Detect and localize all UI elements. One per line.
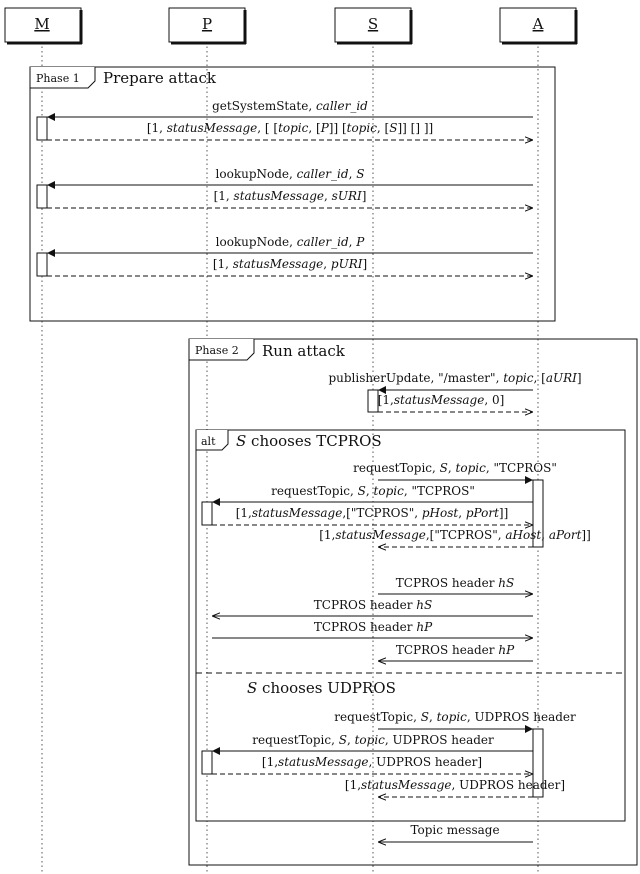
msg-m7-part-4: ] <box>576 371 582 385</box>
participant-label-m: M <box>34 15 50 33</box>
msg-m6 <box>213 257 367 271</box>
msg-m13 <box>396 576 514 590</box>
msg-m10-part-2: , <box>365 484 374 498</box>
alt-tag: alt <box>201 435 216 448</box>
participant-label-a: A <box>532 15 544 33</box>
msg-m17 <box>334 710 576 724</box>
msg-m6-part-2: , <box>323 257 331 271</box>
msg-m9-part-3: topic <box>455 461 486 475</box>
alt-title-rest: chooses TCPROS <box>246 432 382 450</box>
msg-m14-part-1: hS <box>416 598 433 612</box>
msg-m17-part-4: , UDPROS header <box>466 710 576 724</box>
msg-m7-part-3: aURI <box>545 371 577 385</box>
msg-m18-part-3: topic <box>354 733 385 747</box>
message-labels <box>147 99 591 837</box>
msg-m4-part-3: sURI <box>331 189 362 203</box>
msg-m14 <box>314 598 432 612</box>
msg-m11-part-0: [1, <box>235 506 252 520</box>
msg-m16-part-1: hP <box>498 643 515 657</box>
msg-m2 <box>147 121 433 135</box>
msg-m2-part-2: , [ [ <box>257 121 279 135</box>
msg-m2-part-9: S <box>389 121 398 135</box>
msg-m2-part-10: ]] [] ]] <box>397 121 434 135</box>
msg-m21 <box>410 823 499 837</box>
msg-m11-part-1: statusMessage <box>251 506 343 520</box>
msg-m19-part-2: , UDPROS header] <box>368 755 483 769</box>
msg-m5-part-2: , <box>348 235 357 249</box>
msg-m3-part-2: , <box>348 167 357 181</box>
msg-m12-part-1: statusMessage <box>335 528 426 542</box>
activation-m-3 <box>37 253 47 276</box>
msg-m19 <box>262 755 482 769</box>
activation-m-2 <box>37 185 47 208</box>
msg-m16-part-0: TCPROS header <box>395 643 499 657</box>
msg-m5-part-1: caller_id <box>296 235 349 249</box>
alt-else-rest: chooses UDPROS <box>257 679 396 697</box>
msg-m15 <box>314 620 433 634</box>
msg-m6-part-0: [1, <box>212 257 233 271</box>
msg-m10-part-0: requestTopic, <box>271 484 358 498</box>
msg-m3-part-1: caller_id <box>296 167 349 181</box>
msg-m7 <box>328 371 581 385</box>
phase2-tag: Phase 2 <box>195 344 239 357</box>
msg-m18-part-0: requestTopic, <box>252 733 339 747</box>
msg-m3 <box>216 167 365 181</box>
msg-m17-part-1: S <box>420 710 429 724</box>
msg-m19-part-0: [1, <box>261 755 279 769</box>
msg-m20-part-1: statusMessage <box>361 778 452 792</box>
msg-m21-part-0: Topic message <box>410 823 500 837</box>
activation-p-2 <box>202 751 212 774</box>
msg-m4-part-0: [1, <box>213 189 234 203</box>
msg-m2-part-1: statusMessage <box>166 121 258 135</box>
msg-m15-part-0: TCPROS header <box>313 620 417 634</box>
alt-else-var: S <box>247 679 258 697</box>
msg-m2-part-0: [1, <box>146 121 167 135</box>
msg-m16 <box>396 643 515 657</box>
msg-m1-part-0: getSystemState, <box>212 99 316 113</box>
msg-m20 <box>345 778 565 792</box>
msg-m12-part-5: aPort <box>548 528 582 542</box>
phase1-title: Prepare attack <box>103 69 216 87</box>
msg-m10-part-3: topic <box>373 484 404 498</box>
msg-m18-part-2: , <box>346 733 355 747</box>
msg-m10-part-4: , "TCPROS" <box>403 484 475 498</box>
msg-m12-part-6: ]] <box>581 528 591 542</box>
phase1-tag: Phase 1 <box>36 72 80 85</box>
msg-m12-part-0: [1, <box>319 528 336 542</box>
msg-m2-part-4: , [ <box>308 121 321 135</box>
alt-title-var: S <box>236 432 247 450</box>
activation-m-1 <box>37 117 47 140</box>
msg-m6-part-4: ] <box>362 257 368 271</box>
msg-m11 <box>236 506 509 520</box>
msg-m4-part-1: statusMessage <box>233 189 325 203</box>
msg-m2-part-5: P <box>320 121 329 135</box>
msg-m12-part-4: , <box>541 528 549 542</box>
msg-m8-part-2: , 0] <box>484 393 505 407</box>
msg-m2-part-3: topic <box>278 121 309 135</box>
participant-p <box>169 8 246 44</box>
msg-m17-part-0: requestTopic, <box>334 710 421 724</box>
msg-m7-part-1: topic <box>503 371 534 385</box>
msg-m3-part-3: S <box>356 167 365 181</box>
msg-m13-part-0: TCPROS header <box>395 576 499 590</box>
msg-m12-part-3: aHost <box>505 528 542 542</box>
participant-a <box>500 8 577 44</box>
msg-m5-part-0: lookupNode, <box>215 235 297 249</box>
phase2-title: Run attack <box>262 342 345 360</box>
msg-m4 <box>214 189 367 203</box>
msg-m7-part-2: , [ <box>533 371 546 385</box>
msg-m4-part-2: , <box>324 189 332 203</box>
msg-m1-part-1: caller_id <box>315 99 368 113</box>
msg-m11-part-6: ]] <box>498 506 509 520</box>
msg-m18-part-4: , UDPROS header <box>384 733 494 747</box>
msg-m11-part-2: ,["TCPROS", <box>342 506 422 520</box>
msg-m1 <box>212 99 368 113</box>
msg-m10 <box>271 484 475 498</box>
msg-m9-part-0: requestTopic, <box>353 461 440 475</box>
alt-else-title <box>247 679 396 697</box>
participant-s <box>335 8 412 44</box>
participant-m <box>5 8 82 44</box>
msg-m10-part-1: S <box>357 484 366 498</box>
participant-label-s: S <box>367 15 379 33</box>
msg-m5-part-3: P <box>356 235 365 249</box>
msg-m8-part-1: statusMessage <box>393 393 485 407</box>
msg-m6-part-3: pURI <box>330 257 363 271</box>
msg-m8 <box>378 393 505 407</box>
activation-s-1 <box>368 390 378 412</box>
msg-m2-part-6: ]] [ <box>328 121 347 135</box>
msg-m5 <box>216 235 366 249</box>
msg-m13-part-1: hS <box>498 576 515 590</box>
activation-p-1 <box>202 502 212 525</box>
msg-m18 <box>252 733 494 747</box>
participant-label-p: P <box>201 15 213 33</box>
msg-m4-part-4: ] <box>361 189 367 203</box>
msg-m15-part-1: hP <box>416 620 433 634</box>
msg-m9-part-2: , <box>447 461 456 475</box>
msg-m14-part-0: TCPROS header <box>313 598 417 612</box>
msg-m11-part-4: , <box>458 506 466 520</box>
msg-m17-part-2: , <box>428 710 437 724</box>
msg-m11-part-5: pPort <box>465 506 499 520</box>
msg-m12-part-2: ,["TCPROS", <box>425 528 506 542</box>
alt-title <box>236 432 382 450</box>
msg-m3-part-0: lookupNode, <box>215 167 297 181</box>
msg-m20-part-2: , UDPROS header] <box>451 778 566 792</box>
msg-m7-part-0: publisherUpdate, "/master", <box>328 371 504 385</box>
msg-m9 <box>353 461 557 475</box>
msg-m2-part-7: topic <box>346 121 377 135</box>
msg-m9-part-1: S <box>439 461 448 475</box>
msg-m9-part-4: , "TCPROS" <box>485 461 557 475</box>
msg-m17-part-3: topic <box>436 710 467 724</box>
msg-m11-part-3: pHost <box>421 506 459 520</box>
msg-m12 <box>319 528 591 542</box>
msg-m20-part-0: [1, <box>344 778 362 792</box>
msg-m18-part-1: S <box>338 733 347 747</box>
msg-m6-part-1: statusMessage <box>232 257 324 271</box>
msg-m8-part-0: [1, <box>377 393 394 407</box>
msg-m2-part-8: , [ <box>376 121 390 135</box>
msg-m19-part-1: statusMessage <box>278 755 369 769</box>
